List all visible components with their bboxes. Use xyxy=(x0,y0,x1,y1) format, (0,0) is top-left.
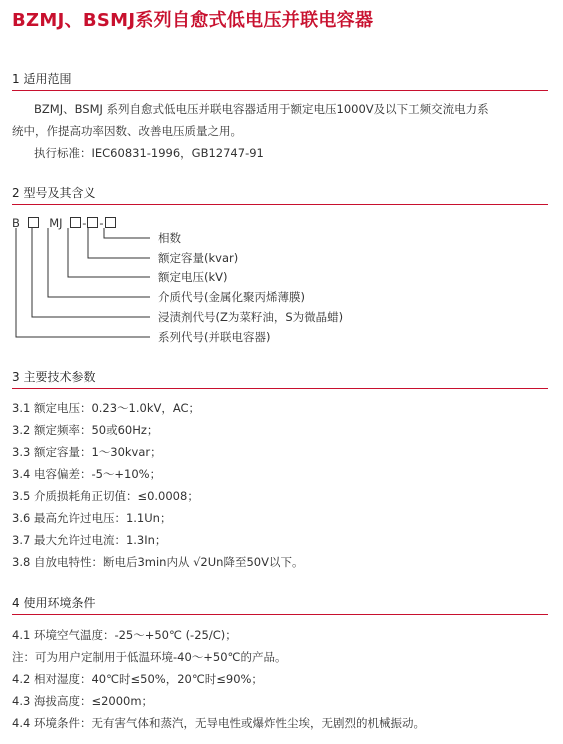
legend-phase: 相数 xyxy=(158,231,181,245)
spec-item: 3.7 最大允许过电流：1.3In； xyxy=(12,533,167,547)
model-code-mj: MJ xyxy=(49,216,63,230)
scope-line-1: BZMJ、BSMJ 系列自愈式低电压并联电容器适用于额定电压1000V及以下工频交流电力系 xyxy=(34,102,489,116)
section-heading-text: 1 适用范围 xyxy=(12,72,72,86)
section-heading-text: 4 使用环境条件 xyxy=(12,596,96,610)
section-heading-environment xyxy=(12,594,548,615)
standards-line: 执行标准：IEC60831-1996，GB12747-91 xyxy=(34,146,264,160)
spec-item: 3.5 介质损耗角正切值：≤0.0008； xyxy=(12,489,199,503)
placeholder-box-impregnant xyxy=(28,217,39,228)
spec-item: 3.2 额定频率：50或60Hz； xyxy=(12,423,159,437)
legend-rated-capacity: 额定容量(kvar) xyxy=(158,251,239,265)
model-code-dash: - xyxy=(99,216,104,230)
env-item: 4.2 相对湿度：40℃时≤50%，20℃时≤90%； xyxy=(12,672,263,686)
spec-item: 3.8 自放电特性：断电后3min内从 √2Un降至50V以下。 xyxy=(12,555,304,569)
page-title: BZMJ、BSMJ系列自愈式低电压并联电容器 xyxy=(12,10,374,31)
env-item: 4.3 海拔高度：≤2000m； xyxy=(12,694,154,708)
spec-item: 3.1 额定电压：0.23～1.0kV，AC； xyxy=(12,401,201,415)
env-item: 4.4 环境条件：无有害气体和蒸汽，无导电性或爆炸性尘埃，无剧烈的机械振动。 xyxy=(12,716,425,730)
model-code-dash: - xyxy=(82,216,87,230)
spec-item: 3.4 电容偏差：-5～+10%； xyxy=(12,467,162,481)
env-note: 注：可为用户定制用于低温环境-40～+50℃的产品。 xyxy=(12,650,287,664)
section-heading-text: 2 型号及其含义 xyxy=(12,186,96,200)
legend-impregnant-code: 浸渍剂代号(Z为菜籽油，S为微晶蜡) xyxy=(158,310,344,324)
legend-rated-voltage: 额定电压(kV) xyxy=(158,270,228,284)
placeholder-box-voltage xyxy=(70,217,81,228)
legend-dielectric-code: 介质代号(金属化聚丙烯薄膜) xyxy=(158,290,305,304)
section-heading-text: 3 主要技术参数 xyxy=(12,370,96,384)
spec-item: 3.6 最高允许过电压：1.1Un； xyxy=(12,511,172,525)
scope-line-2: 统中，作提高功率因数、改善电压质量之用。 xyxy=(12,124,242,138)
spec-item: 3.3 额定容量：1～30kvar； xyxy=(12,445,162,459)
placeholder-box-capacity xyxy=(87,217,98,228)
section-heading-scope xyxy=(12,70,548,91)
model-code xyxy=(12,216,117,230)
env-item: 4.1 环境空气温度：-25～+50℃ (-25/C)； xyxy=(12,628,237,642)
section-heading-specs xyxy=(12,368,548,389)
model-code-prefix: B xyxy=(12,216,20,230)
legend-series-code: 系列代号(并联电容器) xyxy=(158,330,271,344)
section-heading-model xyxy=(12,184,548,205)
placeholder-box-phase xyxy=(105,217,116,228)
